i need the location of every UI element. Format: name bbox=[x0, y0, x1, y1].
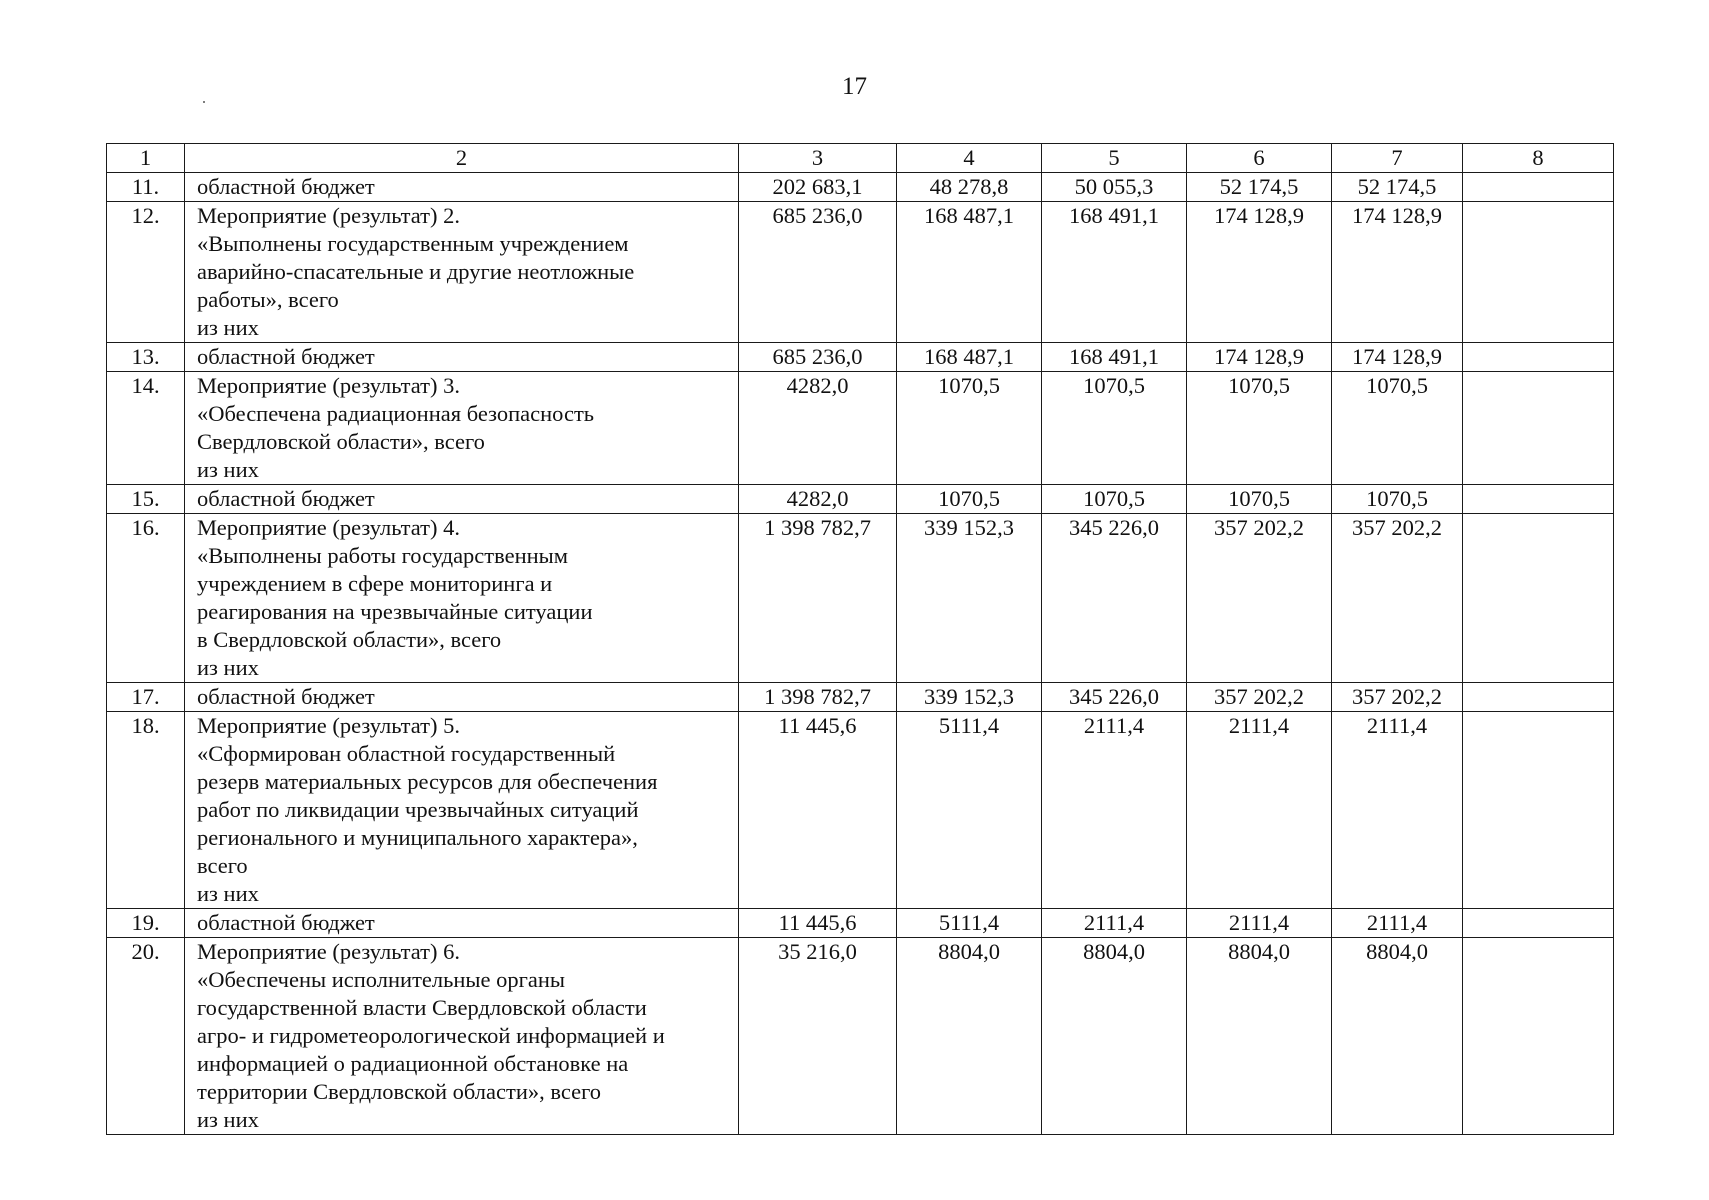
value-col-6: 2111,4 bbox=[1187, 712, 1332, 909]
row-number: 20. bbox=[107, 938, 185, 1135]
value-col-7: 2111,4 bbox=[1332, 909, 1463, 938]
value-col-6: 174 128,9 bbox=[1187, 343, 1332, 372]
value-col-4: 1070,5 bbox=[897, 485, 1042, 514]
value-col-8 bbox=[1463, 485, 1614, 514]
table-row bbox=[107, 683, 1614, 712]
value-col-4: 168 487,1 bbox=[897, 202, 1042, 343]
row-description bbox=[185, 683, 739, 712]
scan-speck bbox=[203, 101, 205, 103]
table-row bbox=[107, 514, 1614, 683]
description-line: «Выполнены работы государственным bbox=[197, 543, 569, 568]
description-line: аварийно-спасательные и другие неотложные bbox=[197, 259, 635, 284]
row-description bbox=[185, 173, 739, 202]
value-col-5: 50 055,3 bbox=[1042, 173, 1187, 202]
value-col-7: 1070,5 bbox=[1332, 485, 1463, 514]
row-description bbox=[185, 343, 739, 372]
table-body bbox=[107, 144, 1614, 1135]
description-line: агро- и гидрометеорологической информацией и bbox=[197, 1023, 665, 1048]
value-col-7: 174 128,9 bbox=[1332, 202, 1463, 343]
row-number: 16. bbox=[107, 514, 185, 683]
value-col-3: 35 216,0 bbox=[739, 938, 897, 1135]
description-line: информацией о радиационной обстановке на bbox=[197, 1051, 629, 1076]
value-col-5: 1070,5 bbox=[1042, 485, 1187, 514]
description-line: Мероприятие (результат) 6. bbox=[197, 939, 461, 964]
value-col-8 bbox=[1463, 683, 1614, 712]
value-col-3: 4282,0 bbox=[739, 485, 897, 514]
description-line: из них bbox=[197, 1107, 259, 1132]
description-line: Свердловской области», всего bbox=[197, 429, 485, 454]
description-line: «Сформирован областной государственный bbox=[197, 741, 616, 766]
description-line: реагирования на чрезвычайные ситуации bbox=[197, 599, 593, 624]
value-col-3: 11 445,6 bbox=[739, 712, 897, 909]
value-col-4: 48 278,8 bbox=[897, 173, 1042, 202]
value-col-7: 8804,0 bbox=[1332, 938, 1463, 1135]
row-description bbox=[185, 909, 739, 938]
value-col-4: 5111,4 bbox=[897, 712, 1042, 909]
value-col-5: 2111,4 bbox=[1042, 909, 1187, 938]
header-cell: 1 bbox=[107, 144, 185, 173]
description-line: Мероприятие (результат) 5. bbox=[197, 713, 461, 738]
value-col-5: 8804,0 bbox=[1042, 938, 1187, 1135]
description-line: Мероприятие (результат) 3. bbox=[197, 373, 461, 398]
value-col-8 bbox=[1463, 938, 1614, 1135]
table-row bbox=[107, 712, 1614, 909]
row-description bbox=[185, 372, 739, 485]
description-line: в Свердловской области», всего bbox=[197, 627, 502, 652]
table-row bbox=[107, 343, 1614, 372]
description-line: территории Свердловской области», всего bbox=[197, 1079, 602, 1104]
value-col-6: 1070,5 bbox=[1187, 485, 1332, 514]
header-cell: 6 bbox=[1187, 144, 1332, 173]
value-col-8 bbox=[1463, 514, 1614, 683]
row-description bbox=[185, 938, 739, 1135]
header-cell: 5 bbox=[1042, 144, 1187, 173]
header-cell: 4 bbox=[897, 144, 1042, 173]
value-col-3: 685 236,0 bbox=[739, 202, 897, 343]
description-line: областной бюджет bbox=[197, 344, 375, 369]
row-number: 15. bbox=[107, 485, 185, 514]
row-description bbox=[185, 712, 739, 909]
description-line: из них bbox=[197, 315, 259, 340]
value-col-6: 357 202,2 bbox=[1187, 514, 1332, 683]
value-col-7: 2111,4 bbox=[1332, 712, 1463, 909]
value-col-7: 174 128,9 bbox=[1332, 343, 1463, 372]
value-col-6: 174 128,9 bbox=[1187, 202, 1332, 343]
value-col-5: 345 226,0 bbox=[1042, 514, 1187, 683]
table-row bbox=[107, 372, 1614, 485]
description-line: государственной власти Свердловской области bbox=[197, 995, 647, 1020]
description-line: резерв материальных ресурсов для обеспечения bbox=[197, 769, 658, 794]
description-line: областной бюджет bbox=[197, 174, 375, 199]
value-col-5: 2111,4 bbox=[1042, 712, 1187, 909]
header-cell: 3 bbox=[739, 144, 897, 173]
value-col-6: 52 174,5 bbox=[1187, 173, 1332, 202]
value-col-7: 52 174,5 bbox=[1332, 173, 1463, 202]
value-col-7: 357 202,2 bbox=[1332, 683, 1463, 712]
value-col-8 bbox=[1463, 202, 1614, 343]
value-col-3: 685 236,0 bbox=[739, 343, 897, 372]
header-cell: 8 bbox=[1463, 144, 1614, 173]
value-col-7: 1070,5 bbox=[1332, 372, 1463, 485]
table-row bbox=[107, 909, 1614, 938]
description-line: «Выполнены государственным учреждением bbox=[197, 231, 629, 256]
description-line: учреждением в сфере мониторинга и bbox=[197, 571, 553, 596]
value-col-4: 168 487,1 bbox=[897, 343, 1042, 372]
value-col-4: 339 152,3 bbox=[897, 683, 1042, 712]
value-col-5: 168 491,1 bbox=[1042, 343, 1187, 372]
value-col-4: 8804,0 bbox=[897, 938, 1042, 1135]
value-col-3: 1 398 782,7 bbox=[739, 514, 897, 683]
description-line: «Обеспечена радиационная безопасность bbox=[197, 401, 595, 426]
table-row bbox=[107, 485, 1614, 514]
table-row bbox=[107, 938, 1614, 1135]
description-line: Мероприятие (результат) 4. bbox=[197, 515, 461, 540]
description-line: Мероприятие (результат) 2. bbox=[197, 203, 461, 228]
value-col-8 bbox=[1463, 173, 1614, 202]
table-row bbox=[107, 202, 1614, 343]
description-line: из них bbox=[197, 881, 259, 906]
description-line: работ по ликвидации чрезвычайных ситуаций bbox=[197, 797, 639, 822]
description-line: из них bbox=[197, 655, 259, 680]
row-description bbox=[185, 514, 739, 683]
value-col-7: 357 202,2 bbox=[1332, 514, 1463, 683]
value-col-3: 11 445,6 bbox=[739, 909, 897, 938]
header-row bbox=[107, 144, 1614, 173]
value-col-6: 2111,4 bbox=[1187, 909, 1332, 938]
value-col-5: 1070,5 bbox=[1042, 372, 1187, 485]
description-line: областной бюджет bbox=[197, 684, 375, 709]
value-col-6: 357 202,2 bbox=[1187, 683, 1332, 712]
value-col-4: 339 152,3 bbox=[897, 514, 1042, 683]
row-number: 14. bbox=[107, 372, 185, 485]
description-line: «Обеспечены исполнительные органы bbox=[197, 967, 566, 992]
value-col-3: 202 683,1 bbox=[739, 173, 897, 202]
page-number: 17 bbox=[842, 73, 867, 100]
description-line: работы», всего bbox=[197, 287, 339, 312]
row-description bbox=[185, 202, 739, 343]
row-number: 18. bbox=[107, 712, 185, 909]
description-line: областной бюджет bbox=[197, 910, 375, 935]
table-row bbox=[107, 173, 1614, 202]
row-number: 17. bbox=[107, 683, 185, 712]
value-col-3: 1 398 782,7 bbox=[739, 683, 897, 712]
row-number: 19. bbox=[107, 909, 185, 938]
value-col-4: 5111,4 bbox=[897, 909, 1042, 938]
header-cell: 2 bbox=[185, 144, 739, 173]
value-col-4: 1070,5 bbox=[897, 372, 1042, 485]
header-cell: 7 bbox=[1332, 144, 1463, 173]
description-line: областной бюджет bbox=[197, 486, 375, 511]
value-col-5: 345 226,0 bbox=[1042, 683, 1187, 712]
budget-table bbox=[106, 143, 1614, 1135]
row-number: 13. bbox=[107, 343, 185, 372]
description-line: из них bbox=[197, 457, 259, 482]
value-col-8 bbox=[1463, 909, 1614, 938]
value-col-8 bbox=[1463, 343, 1614, 372]
description-line: всего bbox=[197, 853, 248, 878]
value-col-3: 4282,0 bbox=[739, 372, 897, 485]
row-number: 12. bbox=[107, 202, 185, 343]
value-col-8 bbox=[1463, 712, 1614, 909]
value-col-6: 8804,0 bbox=[1187, 938, 1332, 1135]
value-col-8 bbox=[1463, 372, 1614, 485]
value-col-6: 1070,5 bbox=[1187, 372, 1332, 485]
row-number: 11. bbox=[107, 173, 185, 202]
row-description bbox=[185, 485, 739, 514]
value-col-5: 168 491,1 bbox=[1042, 202, 1187, 343]
description-line: регионального и муниципального характера», bbox=[197, 825, 638, 850]
